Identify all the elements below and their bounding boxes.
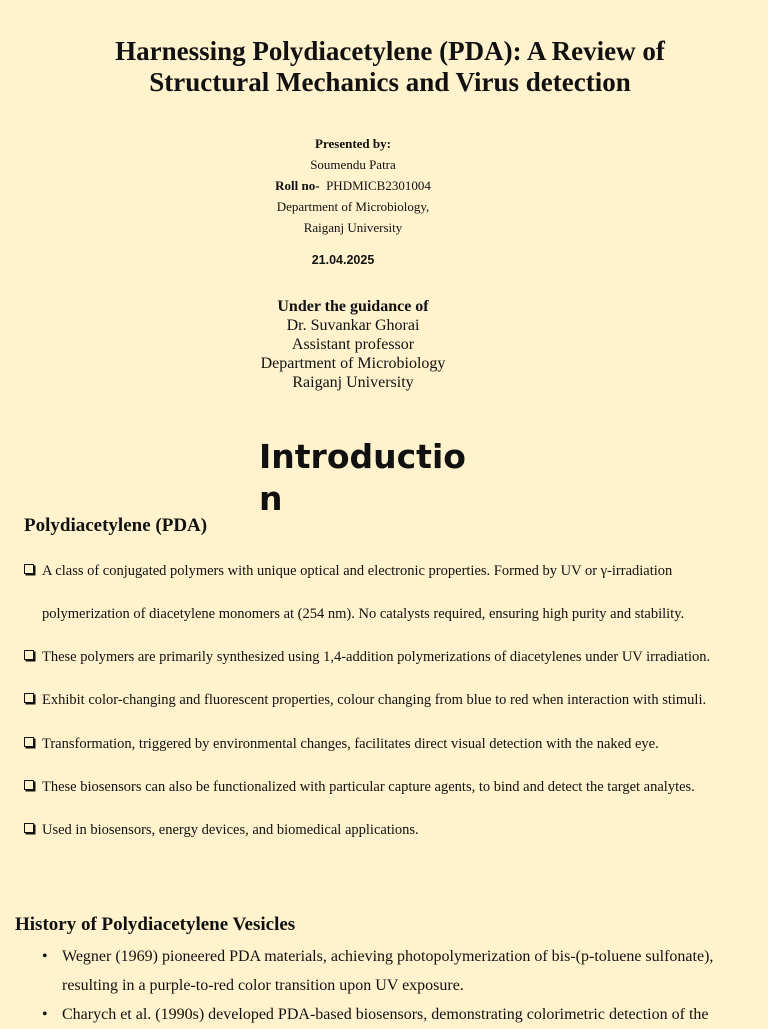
pda-bullet-1: A class of conjugated polymers with unique optical and electronic properties. Formed by UV or γ-irradiation xyxy=(24,563,672,580)
roll-value: PHDMICB2301004 xyxy=(326,178,431,193)
checkbox-bullet-icon xyxy=(24,564,34,574)
guidance-block xyxy=(203,297,503,392)
pda-bullet-5: These biosensors can also be functionalized with particular capture agents, to bind and detect the target analytes. xyxy=(24,779,695,796)
roll-label: Roll no- xyxy=(275,178,320,193)
checkbox-bullet-icon xyxy=(24,693,34,703)
checkbox-bullet-icon xyxy=(24,823,34,833)
introduction-heading: Introduction xyxy=(259,437,466,518)
roll-number xyxy=(150,175,556,196)
history-item: • Charych et al. (1990s) developed PDA-based biosensors, demonstrating colorimetric detection of the xyxy=(42,1000,732,1029)
guide-department: Department of Microbiology xyxy=(260,355,446,372)
presenter-block xyxy=(150,133,556,238)
presenter-university: Raiganj University xyxy=(303,220,403,235)
bullet-dot-icon: • xyxy=(42,1006,48,1023)
checkbox-bullet-icon xyxy=(24,650,34,660)
guide-position: Assistant professor xyxy=(291,336,415,353)
pda-bullet-4: Transformation, triggered by environmental changes, facilitates direct visual detection with the naked eye. xyxy=(24,736,659,753)
presentation-date: 21.04.2025 xyxy=(311,253,375,267)
pda-bullet-3: Exhibit color-changing and fluorescent properties, colour changing from blue to red when interaction with stimuli. xyxy=(24,692,706,709)
pda-bullet-2: These polymers are primarily synthesized using 1,4-addition polymerizations of diacetylenes under UV irradiation. xyxy=(24,649,710,666)
guide-university: Raiganj University xyxy=(292,374,414,391)
guide-name: Dr. Suvankar Ghorai xyxy=(286,317,420,334)
history-list xyxy=(42,942,732,1029)
presenter-department: Department of Microbiology, xyxy=(276,199,430,214)
guidance-label: Under the guidance of xyxy=(277,298,429,315)
title-line-1: Harnessing Polydiacetylene (PDA): A Review of xyxy=(115,36,665,66)
bullet-dot-icon: • xyxy=(42,948,48,965)
pda-bullet-1-continued: polymerization of diacetylene monomers at (254 nm). No catalysts required, ensuring high purity and stability. xyxy=(42,606,685,622)
presenter-name: Soumendu Patra xyxy=(310,157,396,172)
history-item: • Wegner (1969) pioneered PDA materials, achieving photopolymerization of bis-(p-toluene sulfonate), resulting in a purple-to-red color transition upon UV exposure. xyxy=(42,942,732,1000)
pda-heading: Polydiacetylene (PDA) xyxy=(24,515,208,536)
checkbox-bullet-icon xyxy=(24,780,34,790)
checkbox-bullet-icon xyxy=(24,737,34,747)
presented-by-label: Presented by: xyxy=(315,136,391,151)
slide-title xyxy=(60,36,720,98)
title-line-2: Structural Mechanics and Virus detection xyxy=(149,67,631,97)
pda-bullet-6: Used in biosensors, energy devices, and biomedical applications. xyxy=(24,822,419,839)
history-heading: History of Polydiacetylene Vesicles xyxy=(15,914,296,935)
